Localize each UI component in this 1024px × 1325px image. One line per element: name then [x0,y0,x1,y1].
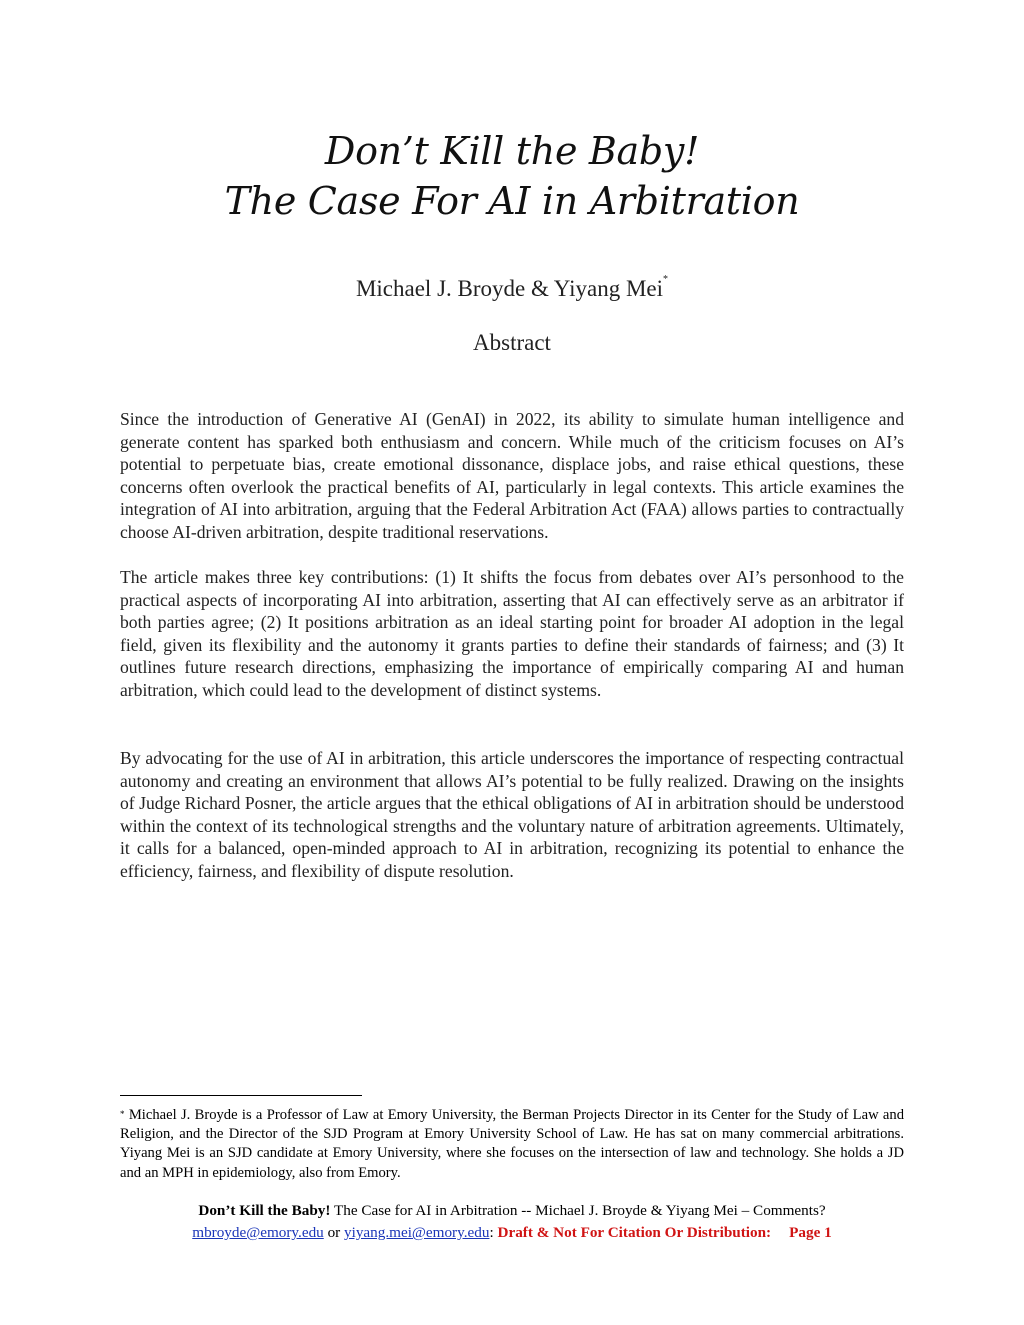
author-names: Michael J. Broyde & Yiyang Mei [355,276,664,301]
title-line-2: The Case For AI in Arbitration [224,179,800,223]
abstract-heading: Abstract [473,330,551,355]
page-number: Page 1 [789,1224,832,1241]
footer-title-bold: Don’t Kill the Baby! [198,1202,331,1219]
footer-line-2 [0,1224,1024,1242]
email-link-broyde[interactable]: mbroyde@emory.edu [192,1224,324,1241]
footnote-marker: * [120,1109,125,1119]
footer-title-rest: The Case for AI in Arbitration -- Michael J. Broyde & Yiyang Mei – Comments? [330,1202,826,1219]
title-line-1: Don’t Kill the Baby! [324,129,700,173]
abstract-paragraph-2: The article makes three key contributions: (1) It shifts the focus from debates over AI’s personhood to the practical aspects of incorporating AI into arbitration, asserting that AI can effectively serve as an arbitrator if both parties agree; (2) It positions arbitration as an ideal starting point for broader AI adoption in the legal field, given its flexibility and the autonomy it grants parties to define their standards of fairness; and (3) It outlines future research directions, emphasizing the importance of empirically comparing AI and human arbitration, which could lead to the development of distinct systems. [120,567,904,700]
email-link-mei[interactable]: yiyang.mei@emory.edu [344,1224,490,1241]
footnote [120,1106,904,1183]
author-line [0,276,1024,302]
footer-line-1 [0,1202,1024,1220]
abstract-paragraph-1: Since the introduction of Generative AI (GenAI) in 2022, its ability to simulate human intelligence and generate content has sparked both enthusiasm and concern. While much of the criticism focuses on AI’s potential to perpetuate bias, create emotional dissonance, displace jobs, and raise ethical questions, these concerns often overlook the practical benefits of AI, particularly in legal contexts. This article examines the integration of AI into arbitration, arguing that the Federal Arbitration Act (FAA) allows parties to contractually choose AI-driven arbitration, despite traditional reservations. [120,409,904,542]
draft-notice: Draft & Not For Citation Or Distribution: [493,1224,772,1241]
footnote-separator [120,1095,362,1096]
author-footnote-marker[interactable]: * [663,274,669,285]
footer-or-text: or [323,1224,345,1241]
abstract-paragraph-3: By advocating for the use of AI in arbitration, this article underscores the importance of respecting contractual autonomy and creating an environment that allows AI’s potential to be fully realized. Drawing on the insights of Judge Richard Posner, the article argues that the ethical obligations of AI in arbitration should be understood within the context of its technological strengths and the voluntary nature of arbitration agreements. Ultimately, it calls for a balanced, open-minded approach to AI in arbitration, recognizing its potential to enhance the efficiency, fairness, and flexibility of dispute resolution. [120,748,904,881]
footer-colon: : [489,1224,494,1241]
footnote-text: Michael J. Broyde is a Professor of Law at Emory University, the Berman Projects Director in its Center for the Study of Law and Religion, and the Director of the SJD Program at Emory University School of Law. He has sat on many commercial arbitrations. Yiyang Mei is an SJD candidate at Emory University, where she focuses on the intersection of law and technology. She holds a JD and an MPH in epidemiology, also from Emory. [120,1107,904,1181]
